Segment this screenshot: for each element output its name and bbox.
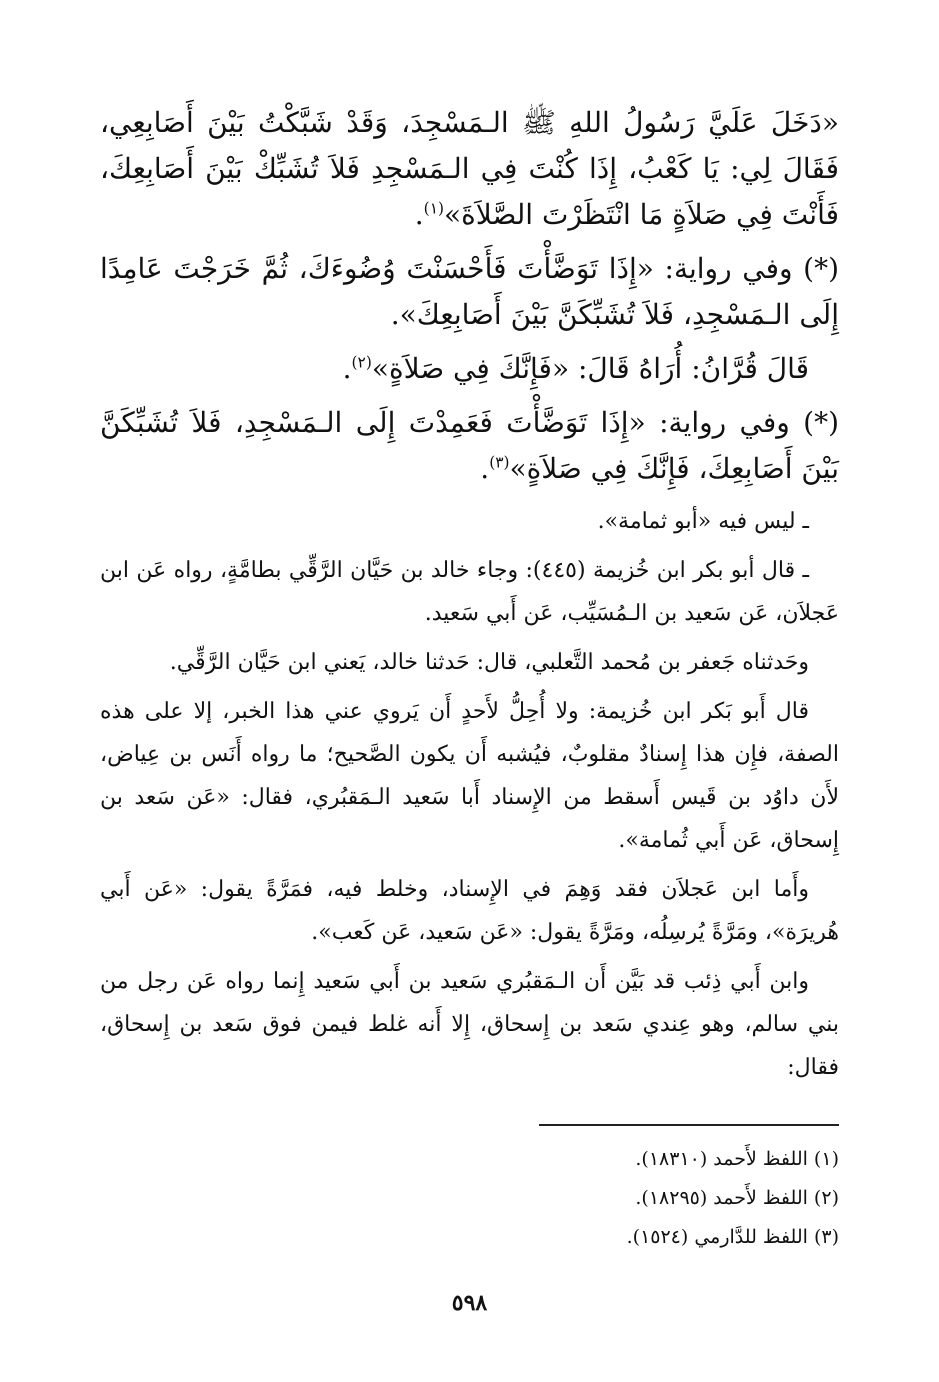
footnote-ref[interactable]: (٢) (351, 353, 372, 372)
paragraph-text: (*) وفي رواية: «إِذَا تَوَضَّأْتَ فَأَحْسَنْتَ وُضُوءَكَ، ثُمَّ خَرَجْتَ عَامِدًا إِلَى الـمَسْجِدِ، فَلاَ تُشَبِّكَنَّ بَيْنَ أَصَابِعِكَ». (100, 252, 839, 331)
page-number: ٥٩٨ (451, 1290, 488, 1316)
footnote-3: (٣) اللفظ للدَّارمي (١٥٢٤). (626, 1226, 839, 1248)
paragraph-text: قَالَ قُرَّانُ: أُرَاهُ قَالَ: «فَإِنَّكَ فِي صَلاَةٍ» (371, 352, 809, 385)
paragraph-variant-2 (100, 400, 839, 492)
paragraph-hadith-text (100, 100, 839, 238)
paragraph-text: (*) وفي رواية: «إِذَا تَوَضَّأْتَ فَعَمِدْتَ إِلَى الـمَسْجِدِ، فَلاَ تُشَبِّكَنَّ بَيْنَ أَصَابِعِكَ، فَإِنَّكَ فِي صَلاَةٍ» (100, 406, 839, 485)
paragraph-jafar-chain: وحَدثناه جَعفر بن مُحمد التَّعلبي، قال: حَدثنا خالد، يَعني ابن حَيَّان الرَّقِّي. (169, 650, 809, 675)
paragraph-ibn-khuzaima-comment: قال أَبو بَكر ابن خُزيمة: ولا أُحِلُّ لأَحدٍ أَن يَروي عني هذا الخبر، إلا على هذه الصفة، فإِن هذا إِسنادٌ مقلوبٌ، فيُشبه أَن يكون الصَّحيح؛ ما رواه أَنَس بن عِياض، لأَن داوُد بن قَيس أَسقط من الإِسناد أَبا سَعيد الـمَقبُري، فقال: «عَن سَعد بن إِسحاق، عَن أَبي ثُمامة». (100, 699, 839, 853)
paragraph-ibn-abi-dhib: وابن أَبي ذِئب قد بَيَّن أَن الـمَقبُري سَعيد بن أَبي سَعيد إِنما رواه عَن رجل من بني سالم، وهو عِندي سَعد بن إِسحاق، إِلا أَنه غلط فيمن فوق سَعد بن إِسحاق، فقال: (100, 969, 839, 1080)
paragraph-ibn-ajlan: وأَما ابن عَجلاَن فقد وَهِمَ في الإِسناد، وخلط فيه، فمَرَّةً يقول: «عَن أَبي هُريرَة»، ومَرَّةً يُرسِلُه، ومَرَّةً يقول: «عَن سَعيد، عَن كَعب». (100, 877, 839, 945)
footnotes-section (100, 1124, 839, 1257)
footnote-ref[interactable]: (١) (423, 199, 444, 218)
paragraph-qurran (100, 346, 839, 392)
paragraph-ibn-khuzaima-445: ـ قال أبو بكر ابن خُزيمة (٤٤٥): وجاء خالد بن حَيَّان الرَّقِّي بطامَّةٍ، رواه عَن ابن عَجلاَن، عَن سَعيد بن الـمُسَيِّب، عَن أَبي سَعيد. (100, 558, 839, 626)
paragraph-end: . (342, 352, 352, 385)
footnote-ref[interactable]: (٣) (489, 453, 510, 472)
paragraph-end: . (414, 198, 424, 231)
footnote-1: (١) اللفظ لأَحمد (١٨٣١٠). (635, 1148, 839, 1170)
paragraph-variant-1 (100, 246, 839, 338)
paragraph-end: . (480, 452, 490, 485)
footnote-divider (539, 1124, 839, 1126)
footnote-2: (٢) اللفظ لأَحمد (١٨٢٩٥). (635, 1187, 839, 1209)
paragraph-text: «دَخَلَ عَلَيَّ رَسُولُ اللهِ ﷺ الـمَسْجِدَ، وَقَدْ شَبَّكْتُ بَيْنَ أَصَابِعِي، فَقَالَ لِي: يَا كَعْبُ، إِذَا كُنْتَ فِي الـمَسْجِدِ فَلاَ تُشَبِّكْ بَيْنَ أَصَابِعِكَ، فَأَنْتَ فِي صَلاَةٍ مَا انْتَظَرْتَ الصَّلاَةَ» (100, 106, 839, 231)
paragraph-note-abu-thumama: ـ ليس فيه «أبو ثمامة». (597, 509, 809, 534)
